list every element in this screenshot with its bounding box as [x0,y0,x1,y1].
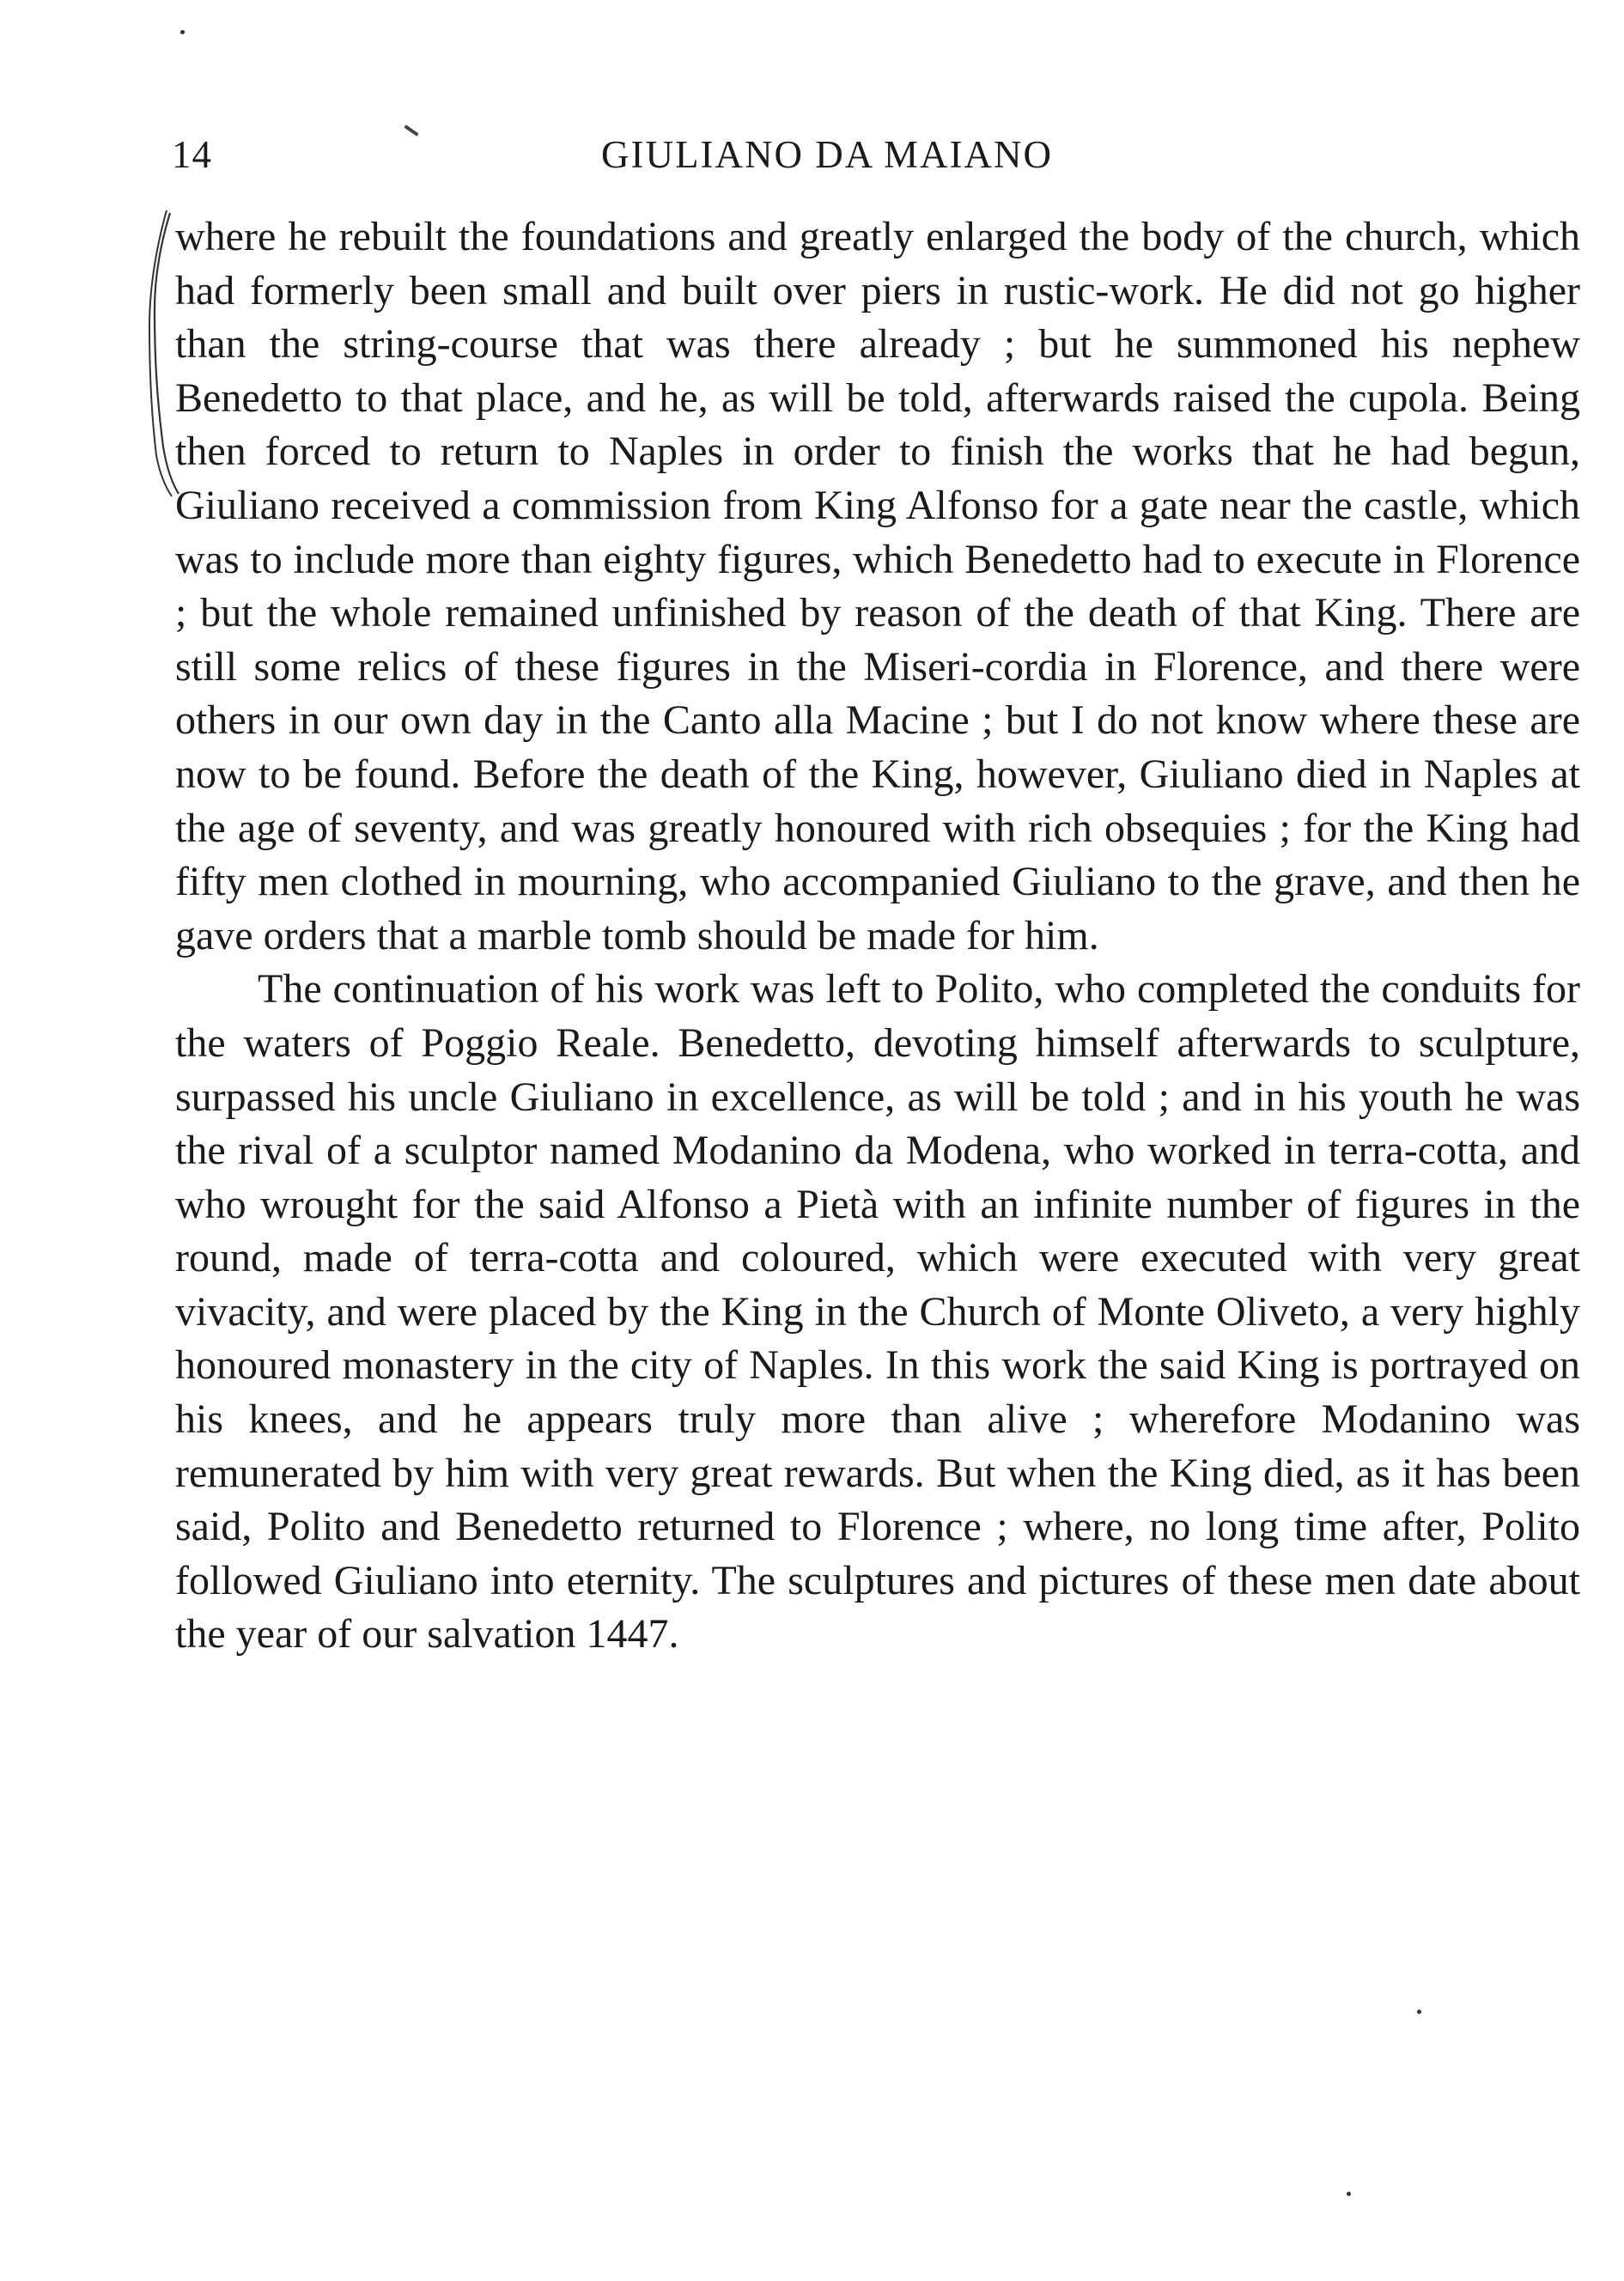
running-title: GIULIANO DA MAIANO [601,133,1053,176]
print-speck [1347,2192,1351,2196]
page-number: 14 [172,133,212,176]
print-speck [180,30,185,34]
body-text [175,210,1580,1662]
paragraph: The continuation of his work was left to Polito, who completed the conduits for the waters of Poggio Reale. Benedetto, devoting himself afterwards to sculpture, surpassed his uncle Giuliano in excellence, as will be told ; and in his youth he was the rival of a sculptor named Modanino da Modena, who worked in terra-cotta, and who wrought for the said Alfonso a Pietà with an infinite number of figures in the round, made of terra-cotta and coloured, which were executed with very great vivacity, and were placed by the King in the Church of Monte Oliveto, a very highly honoured monastery in the city of Naples. In this work the said King is portrayed on his knees, and he appears truly more than alive ; wherefore Modanino was remunerated by him with very great rewards. But when the King died, as it has been said, Polito and Benedetto returned to Florence ; where, no long time after, Polito followed Giuliano into eternity. The sculptures and pictures of these men date about the year of our salvation 1447. [175,966,1580,1658]
print-speck [1417,2010,1421,2014]
margin-pencil-marks [129,206,180,498]
paragraph: where he rebuilt the foundations and greatly enlarged the body of the church, which had formerly been small and built over piers in rustic-work. He did not go higher than the string-course that was there already ; but he summoned his nephew Benedetto to that place, and he, as will be told, afterwards raised the cupola. Being then forced to return to Naples in order to finish the works that he had begun, Giuliano received a commission from King Alfonso for a gate near the castle, which was to include more than eighty figures, which Benedetto had to execute in Florence ; but the whole remained unfinished by reason of the death of that King. There are still some relics of these figures in the Miseri-cordia in Florence, and there were others in our own day in the Canto alla Macine ; but I do not know where these are now to be found. Before the death of the King, however, Giuliano died in Naples at the age of seventy, and was greatly honoured with rich obsequies ; for the King had fifty men clothed in mourning, who accompanied Giuliano to the grave, and then he gave orders that a marble tomb should be made for him. [175,214,1580,958]
running-head [163,125,1580,185]
